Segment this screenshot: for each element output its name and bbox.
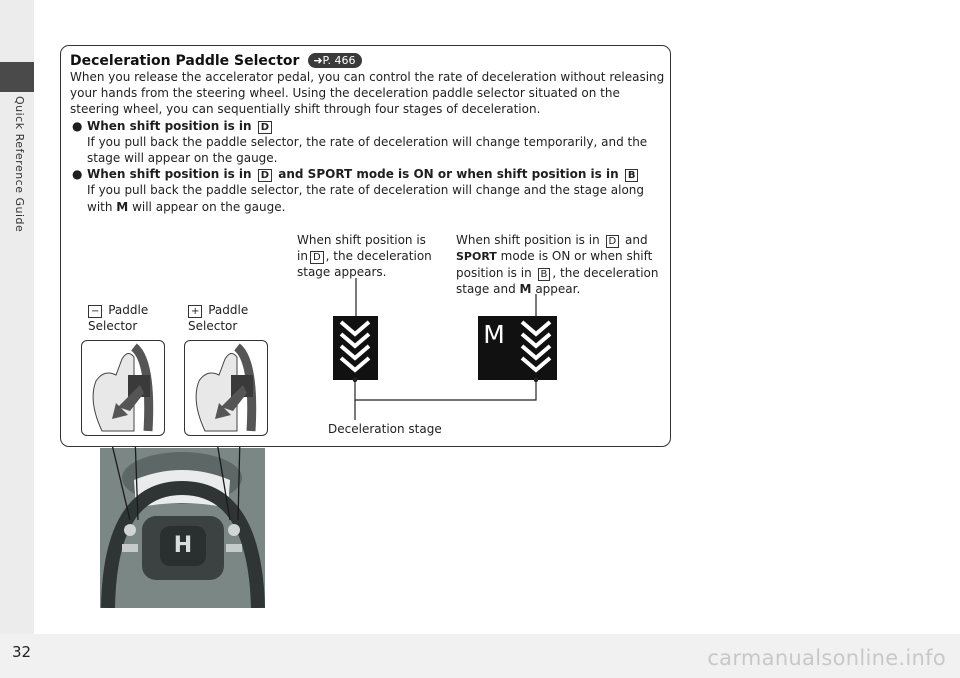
- gauge-m-letter: M: [483, 320, 505, 349]
- key-b: B: [538, 268, 551, 281]
- bullet-dot-icon: ●: [72, 167, 83, 182]
- bullet-dot-icon: ●: [72, 118, 83, 133]
- bullet-d-text: If you pull back the paddle selector, the rate of deceleration will change temporarily, and the stage will appear on the gauge.: [87, 134, 648, 166]
- plus-key: +: [188, 305, 202, 318]
- bullet-b-text: If you pull back the paddle selector, the rate of deceleration will change and the stage along with M will appear on the gauge.: [87, 183, 645, 214]
- intro-text: When you release the accelerator pedal, you can control the rate of deceleration without releasing your hands from the steering wheel. Using the deceleration paddle selector situated on the steering wheel, you can sequentially shift through four stages of deceleration.: [70, 70, 665, 117]
- bullet-d-heading: When shift position is in D: [87, 119, 274, 133]
- key-d: D: [310, 251, 324, 264]
- key-d: D: [258, 169, 272, 182]
- section-title: Quick Reference Guide: [13, 96, 26, 233]
- key-d: D: [606, 235, 620, 248]
- plus-paddle-label: + Paddle Selector: [188, 303, 249, 333]
- minus-paddle-label: − Paddle Selector: [88, 303, 149, 333]
- watermark: carmanualsonline.info: [707, 646, 946, 670]
- key-d: D: [258, 121, 272, 134]
- arrow-right-icon: ➜: [313, 54, 323, 67]
- deceleration-stage-label: Deceleration stage: [328, 422, 442, 436]
- minus-key: −: [88, 305, 102, 318]
- title-text: Deceleration Paddle Selector: [70, 53, 300, 69]
- svg-text:H: H: [173, 533, 193, 558]
- label-m-stage: When shift position is in D and SPORT mode is ON or when shift position is in B , the deceleration stage and M appear.: [456, 233, 659, 296]
- label-d-stage: When shift position is in D , the deceleration stage appears.: [297, 233, 432, 279]
- key-b: B: [625, 169, 639, 182]
- ref-text: P. 466: [322, 54, 356, 67]
- bullet-b-heading: When shift position is in D and SPORT mode is ON or when shift position is in B: [87, 167, 640, 181]
- page-number: 32: [12, 643, 32, 661]
